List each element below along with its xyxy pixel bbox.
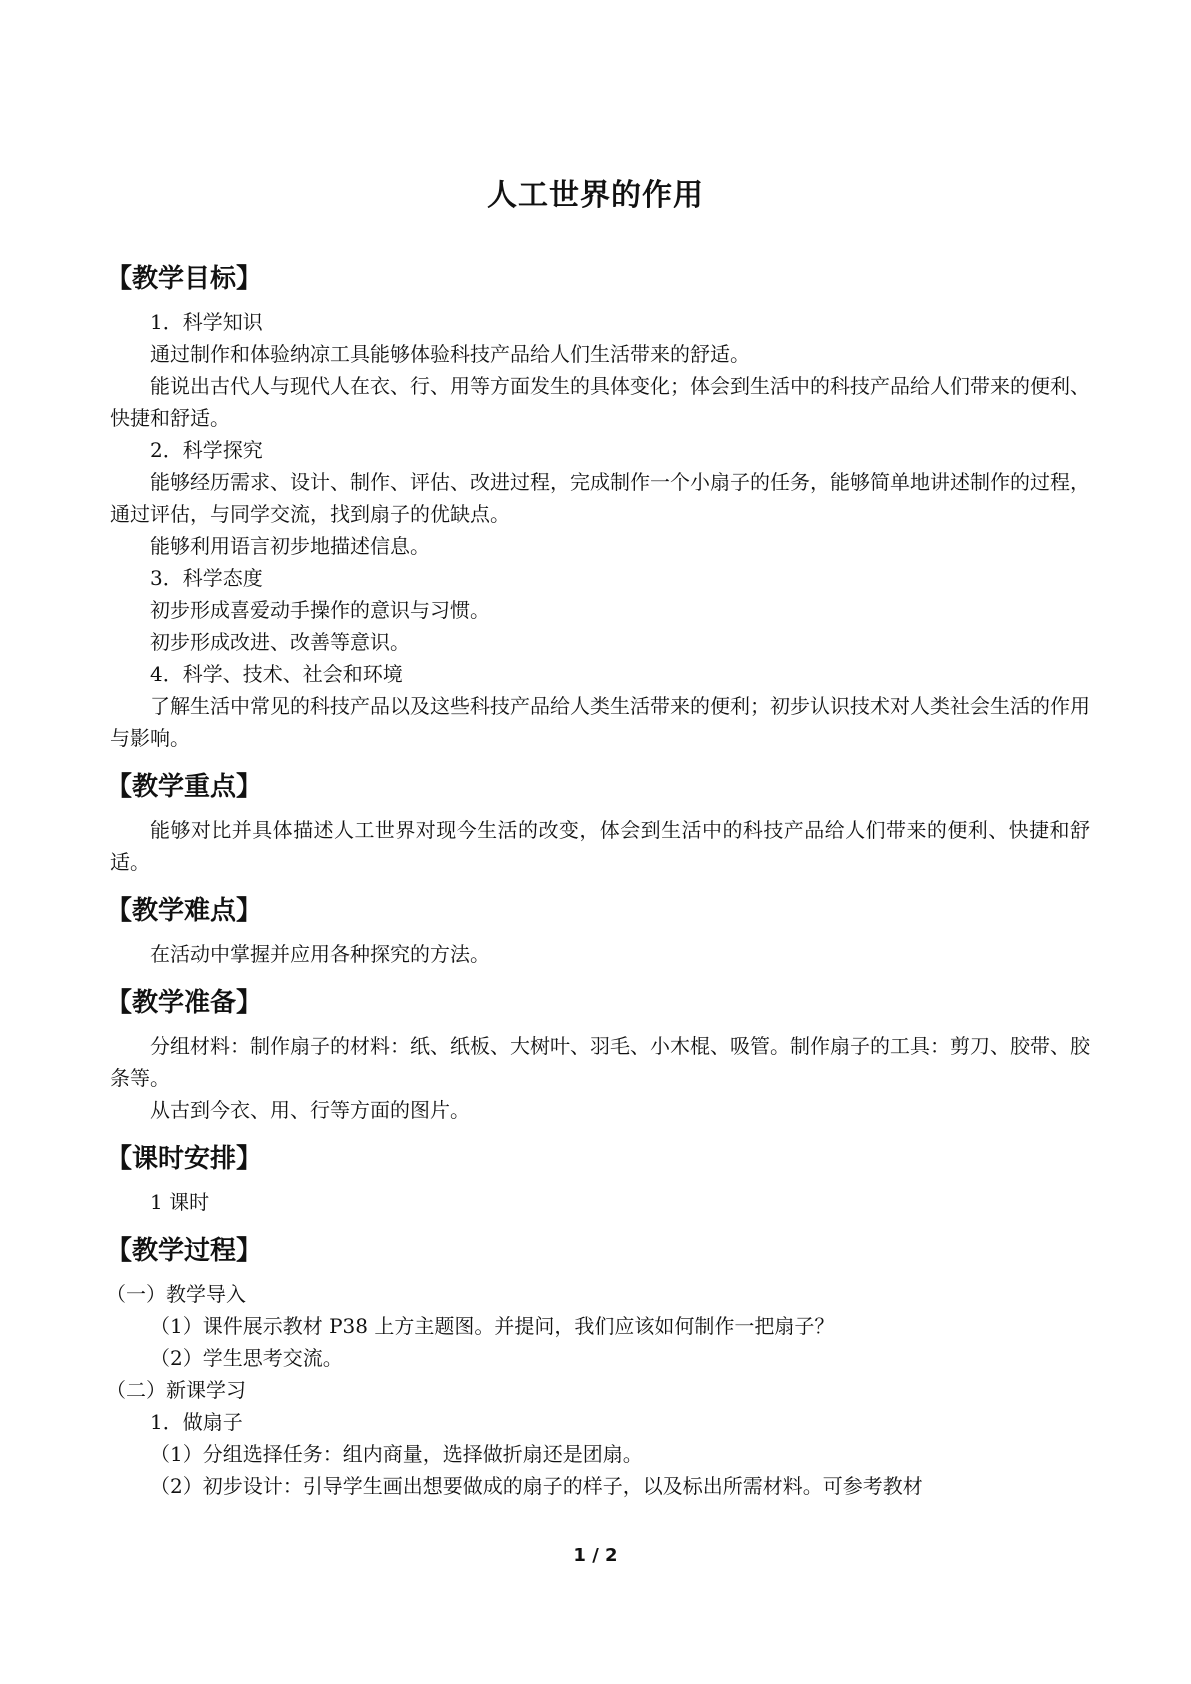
objective-item: 能够利用语言初步地描述信息。 — [150, 534, 430, 558]
objective-item: 了解生活中常见的科技产品以及这些科技产品给人类生活带来的便利；初步认识技术对人类社会生活的作用与影响。 — [110, 694, 1090, 750]
section-heading-preparation: 【教学准备】 — [106, 988, 263, 1018]
objective-item: 3．科学态度 — [150, 566, 263, 590]
section-heading-schedule: 【课时安排】 — [106, 1144, 263, 1174]
objective-item: 初步形成改进、改善等意识。 — [150, 630, 410, 654]
document-body — [106, 262, 1090, 1502]
process-step: （1）分组选择任务：组内商量，选择做折扇还是团扇。 — [150, 1442, 643, 1466]
process-subtitle: 1．做扇子 — [150, 1410, 243, 1434]
section-heading-key-points: 【教学重点】 — [106, 772, 263, 802]
key-points-text: 能够对比并具体描述人工世界对现今生活的改变，体会到生活中的科技产品给人们带来的便利、快捷和舒适。 — [110, 818, 1090, 874]
page-title: 人工世界的作用 — [487, 178, 704, 213]
objective-item: 1．科学知识 — [150, 310, 263, 334]
objective-item: 通过制作和体验纳凉工具能够体验科技产品给人们生活带来的舒适。 — [150, 342, 750, 366]
preparation-item: 分组材料：制作扇子的材料：纸、纸板、大树叶、羽毛、小木棍、吸管。制作扇子的工具：剪刀、胶带、胶条等。 — [110, 1034, 1090, 1090]
objective-item: 2．科学探究 — [150, 438, 263, 462]
schedule-text: 1 课时 — [150, 1190, 210, 1214]
objective-item: 能够经历需求、设计、制作、评估、改进过程，完成制作一个小扇子的任务，能够简单地讲述制作的过程，通过评估，与同学交流，找到扇子的优缺点。 — [110, 470, 1090, 526]
section-heading-objectives: 【教学目标】 — [106, 264, 263, 294]
objective-item: 初步形成喜爱动手操作的意识与习惯。 — [150, 598, 490, 622]
preparation-item: 从古到今衣、用、行等方面的图片。 — [150, 1098, 470, 1122]
process-step: （2）学生思考交流。 — [150, 1346, 343, 1370]
section-heading-difficulties: 【教学难点】 — [106, 896, 263, 926]
process-part-title: （一）教学导入 — [106, 1282, 246, 1306]
objective-item: 4．科学、技术、社会和环境 — [150, 662, 403, 686]
section-heading-process: 【教学过程】 — [106, 1236, 263, 1266]
process-step: （1）课件展示教材 P38 上方主题图。并提问，我们应该如何制作一把扇子？ — [150, 1314, 835, 1338]
process-step: （2）初步设计：引导学生画出想要做成的扇子的样子，以及标出所需材料。可参考教材 — [150, 1474, 923, 1498]
objective-item: 能说出古代人与现代人在衣、行、用等方面发生的具体变化；体会到生活中的科技产品给人们带来的便利、快捷和舒适。 — [110, 374, 1090, 430]
page-number: 1 / 2 — [573, 1545, 618, 1566]
difficulties-text: 在活动中掌握并应用各种探究的方法。 — [150, 942, 490, 966]
process-part-title: （二）新课学习 — [106, 1378, 246, 1402]
